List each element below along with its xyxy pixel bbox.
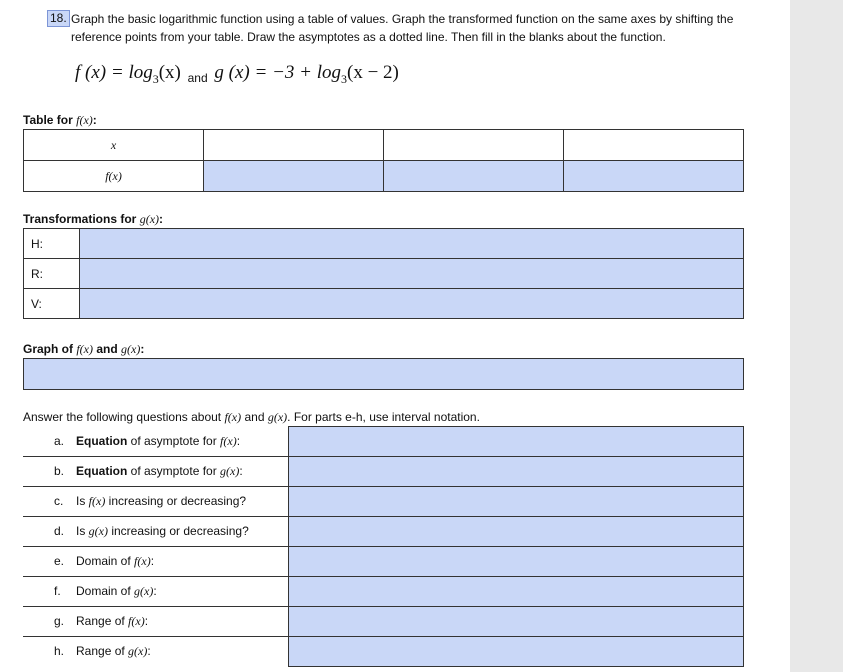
answers-intro-g: g(x) — [267, 410, 288, 424]
function-formulas — [75, 62, 399, 87]
table-row — [23, 547, 744, 577]
table-row — [23, 607, 744, 637]
question-text: of asymptote for — [127, 464, 221, 478]
transformations-label-func: g(x) — [139, 212, 160, 226]
question-letter: f. — [54, 584, 61, 598]
answers-intro-pre: Answer the following questions about — [23, 410, 222, 424]
question-func: g(x) — [128, 644, 148, 659]
question-func: f(x) — [220, 433, 237, 448]
question-text: Domain of — [76, 584, 135, 598]
answer-field-d[interactable] — [289, 517, 744, 547]
table-row — [23, 427, 744, 457]
question-c — [23, 487, 289, 517]
question-instructions — [71, 10, 751, 46]
question-func: g(x) — [220, 464, 240, 478]
reflection-answer-field[interactable] — [80, 259, 744, 289]
horizontal-label: H: — [24, 229, 80, 259]
graph-label-suffix: : — [140, 342, 145, 356]
question-bold: Equation — [76, 433, 128, 448]
graph-label-and: and — [96, 342, 118, 356]
fx-value-cell-3[interactable] — [564, 161, 744, 192]
question-b — [23, 457, 289, 487]
g-log-base: 3 — [341, 71, 347, 86]
question-end: : — [147, 644, 151, 659]
question-g — [23, 607, 289, 637]
question-e — [23, 547, 289, 577]
question-letter: g. — [54, 614, 65, 628]
table-row — [24, 259, 744, 289]
question-text: Domain of — [76, 554, 135, 568]
g-definition — [214, 62, 399, 86]
question-func: f(x) — [134, 554, 151, 568]
question-end: increasing or decreasing? — [105, 494, 247, 508]
question-letter: c. — [54, 494, 64, 508]
question-func: f(x) — [88, 494, 106, 508]
fx-value-cell-1[interactable] — [204, 161, 384, 192]
question-text: Is — [76, 524, 89, 538]
x-value-cell-3[interactable] — [564, 130, 744, 161]
graph-label-prefix: Graph of — [23, 342, 73, 356]
table-f-label-prefix: Table for — [23, 113, 73, 127]
table-row — [23, 487, 744, 517]
table-f-label-suffix: : — [92, 113, 97, 127]
fx-value-cell-2[interactable] — [384, 161, 564, 192]
graph-label — [23, 342, 144, 357]
vertical-answer-field[interactable] — [80, 289, 744, 319]
question-end: : — [150, 554, 155, 568]
table-row — [23, 637, 744, 667]
question-func: g(x) — [134, 584, 154, 598]
x-value-cell-1[interactable] — [204, 130, 384, 161]
question-letter: d. — [54, 524, 65, 538]
question-number: 18. — [47, 10, 70, 27]
questions-table — [23, 426, 744, 667]
question-end: : — [144, 614, 149, 628]
answer-field-g[interactable] — [289, 607, 744, 637]
table-row — [24, 289, 744, 319]
table-row-x — [24, 130, 744, 161]
question-d — [23, 517, 289, 547]
g-lhs: g (x) = −3 + log — [214, 62, 341, 83]
transformations-label-suffix: : — [159, 212, 164, 226]
instructions-text: Graph the basic logarithmic function using a table of values. Graph the transformed function on the same axes by shifting the reference points from your table. Draw the asymptotes as a dotted line. Then fill in the blanks about the function. — [71, 12, 734, 44]
x-value-cell-2[interactable] — [384, 130, 564, 161]
answers-intro-f: f(x) — [224, 410, 242, 424]
answers-intro-and: and — [244, 410, 265, 424]
question-letter: e. — [54, 554, 65, 568]
question-letter: b. — [54, 464, 65, 478]
table-f-label-func: f(x) — [76, 113, 93, 127]
fx-header-cell: f(x) — [24, 161, 204, 192]
question-h — [23, 637, 289, 667]
answer-field-b[interactable] — [289, 457, 744, 487]
values-table-f — [23, 129, 744, 192]
transformations-table — [23, 228, 744, 319]
question-func: f(x) — [128, 614, 145, 628]
answer-field-h[interactable] — [289, 637, 744, 667]
f-log-base: 3 — [152, 71, 159, 86]
answers-intro — [23, 410, 480, 425]
g-arg: (x − 2) — [347, 62, 399, 83]
reflection-label: R: — [24, 259, 80, 289]
question-func: g(x) — [88, 524, 108, 538]
graph-upload-field[interactable] — [23, 358, 744, 390]
x-header-cell: x — [24, 130, 204, 161]
question-end: : — [153, 584, 157, 598]
question-letter: h. — [54, 644, 65, 659]
table-f-label — [23, 113, 97, 128]
horizontal-answer-field[interactable] — [80, 229, 744, 259]
transformations-label-prefix: Transformations for — [23, 212, 137, 226]
question-letter: a. — [54, 433, 65, 448]
table-row — [23, 517, 744, 547]
table-row — [23, 457, 744, 487]
question-f — [23, 577, 289, 607]
answer-field-e[interactable] — [289, 547, 744, 577]
question-text: of asymptote for — [127, 433, 221, 448]
formula-and: and — [187, 71, 208, 85]
vertical-label: V: — [24, 289, 80, 319]
graph-label-g: g(x) — [121, 342, 141, 356]
table-row-fx — [24, 161, 744, 192]
question-text: Range of — [76, 614, 129, 628]
answer-field-a[interactable] — [289, 427, 744, 457]
graph-label-f: f(x) — [76, 342, 93, 356]
f-lhs: f (x) = log — [75, 62, 153, 83]
question-end: increasing or decreasing? — [108, 524, 249, 538]
question-end: : — [239, 464, 243, 478]
question-text: Range of — [76, 644, 129, 659]
table-row — [23, 577, 744, 607]
answers-intro-post: . For parts e-h, use interval notation. — [287, 410, 480, 424]
f-definition — [75, 62, 181, 86]
f-arg: (x) — [158, 62, 181, 83]
question-bold: Equation — [76, 464, 128, 478]
table-row — [24, 229, 744, 259]
question-a — [23, 427, 289, 457]
question-text: Is — [76, 494, 89, 508]
question-end: : — [236, 433, 241, 448]
transformations-label — [23, 212, 163, 227]
answer-field-c[interactable] — [289, 487, 744, 517]
answer-field-f[interactable] — [289, 577, 744, 607]
